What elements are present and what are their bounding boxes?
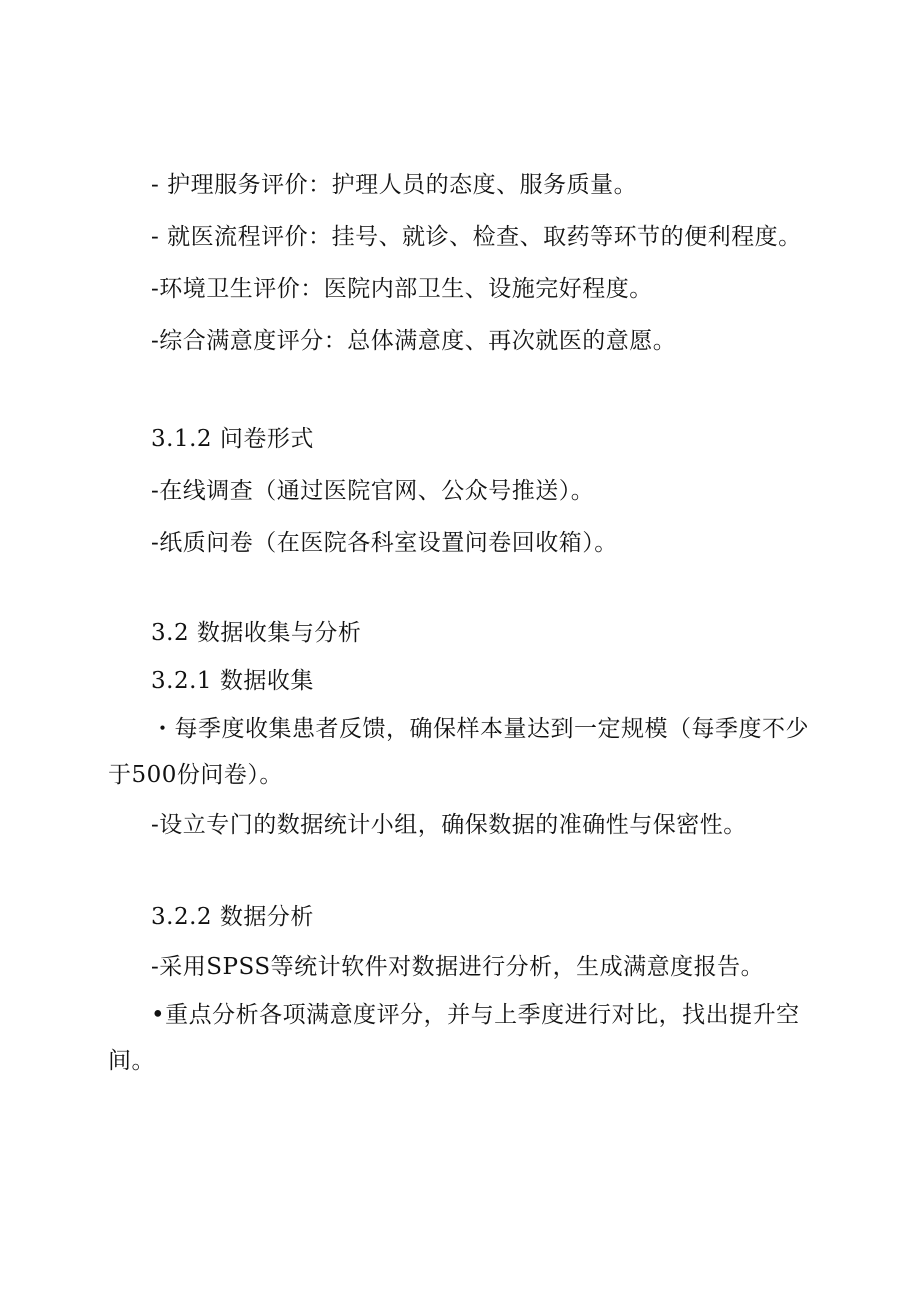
collect-paragraph-line-1: ・每季度收集患者反馈，确保样本量达到一定规模（每季度不少 — [151, 716, 809, 742]
section-heading-3-2: 3.2 数据收集与分析 — [151, 620, 362, 646]
collect-team-item: -设立专门的数据统计小组，确保数据的准确性与保密性。 — [151, 812, 747, 838]
eval-item-environment: -环境卫生评价：医院内部卫生、设施完好程度。 — [151, 276, 653, 302]
analysis-compare-line-1: •重点分析各项满意度评分，并与上季度进行对比，找出提升空 — [151, 1002, 800, 1028]
section-heading-3-2-2: 3.2.2 数据分析 — [151, 904, 314, 930]
section-heading-3-2-1: 3.2.1 数据收集 — [151, 668, 314, 694]
eval-item-nursing: - 护理服务评价：护理人员的态度、服务质量。 — [151, 172, 638, 198]
analysis-spss-item: -采用SPSS等统计软件对数据进行分析，生成满意度报告。 — [151, 954, 765, 980]
section-heading-3-1-2: 3.1.2 问卷形式 — [151, 426, 314, 452]
form-item-paper: -纸质问卷（在医院各科室设置问卷回收箱）。 — [151, 530, 618, 556]
form-item-online: -在线调查（通过医院官网、公众号推送）。 — [151, 478, 595, 504]
eval-item-overall: -综合满意度评分：总体满意度、再次就医的意愿。 — [151, 328, 677, 354]
analysis-compare-line-2: 间。 — [108, 1048, 155, 1074]
collect-paragraph-line-2: 于500份问卷）。 — [108, 762, 283, 788]
eval-item-process: - 就医流程评价：挂号、就诊、检查、取药等环节的便利程度。 — [151, 224, 802, 250]
